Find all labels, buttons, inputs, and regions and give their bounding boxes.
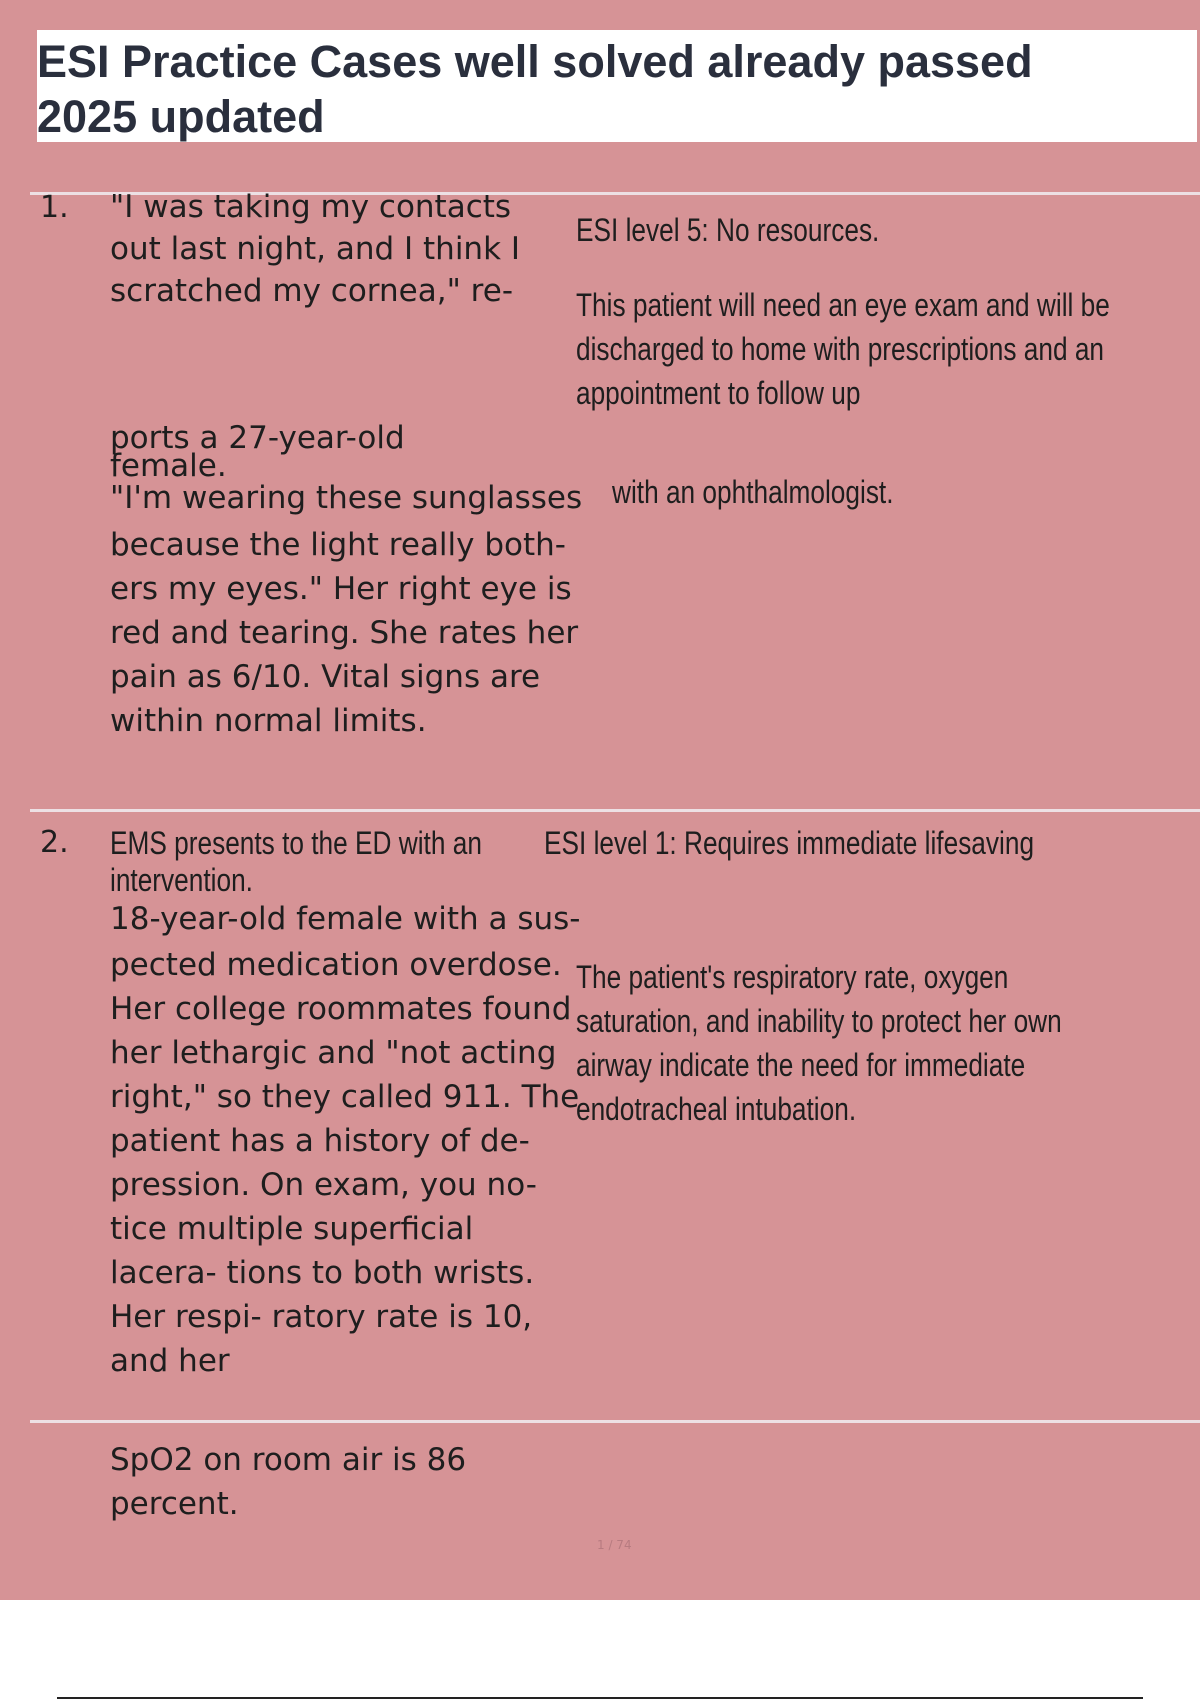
case-2-question-rest: pected medication overdose. Her college roommates found her lethargic and "not acting right," so they called 911. The patient has a history of de- pression. On exam, you no- tice multiple superficial lacera- tions to both wrists. Her respi- ratory rate is 10, and her <box>110 947 580 1379</box>
case-1-number: 1. <box>40 190 69 225</box>
title-line-1: ESI Practice Cases well solved already passed <box>37 36 1033 87</box>
case-2-answer-level: ESI level 1: Requires immediate lifesaving <box>544 825 1035 861</box>
case-1-answer-tail: with an ophthalmologist. <box>612 474 894 510</box>
divider-page-break <box>30 1420 1200 1423</box>
divider-case-2 <box>30 809 1200 812</box>
case-1-answer-level: ESI level 5: No resources. <box>576 212 880 248</box>
case-1-question-sunglasses: "I'm wearing these sunglasses <box>110 480 583 516</box>
document-title <box>37 34 1187 144</box>
page-number: 1 / 74 <box>597 1538 632 1552</box>
case-1-question-top: "I was taking my contacts out last night, and I think I scratched my cornea," re- <box>110 189 521 309</box>
case-2-question-continued: SpO2 on room air is 86 percent. <box>110 1442 467 1522</box>
case-1-question-mid: ports a 27-year-old female. <box>110 420 405 484</box>
case-1-question-rest: because the light really both- ers my eyes." Her right eye is red and tearing. She rates her pain as 6/10. Vital signs are within normal limits. <box>110 527 579 739</box>
case-1-answer-explanation: This patient will need an eye exam and will be discharged to home with prescriptions and an appointment to follow up <box>576 287 1110 411</box>
case-2-question-top-line-1: EMS presents to the ED with an <box>110 825 482 861</box>
case-2-question-top-line-2: intervention. <box>110 862 253 898</box>
case-2-number: 2. <box>40 825 69 860</box>
case-2-question-line-3: 18-year-old female with a sus- <box>110 901 581 937</box>
title-line-2: 2025 updated <box>37 91 325 142</box>
footer-rule <box>57 1697 1143 1699</box>
case-2-answer-explanation: The patient's respiratory rate, oxygen saturation, and inability to protect her own airway indicate the need for immediate endotracheal intubation. <box>576 959 1062 1127</box>
